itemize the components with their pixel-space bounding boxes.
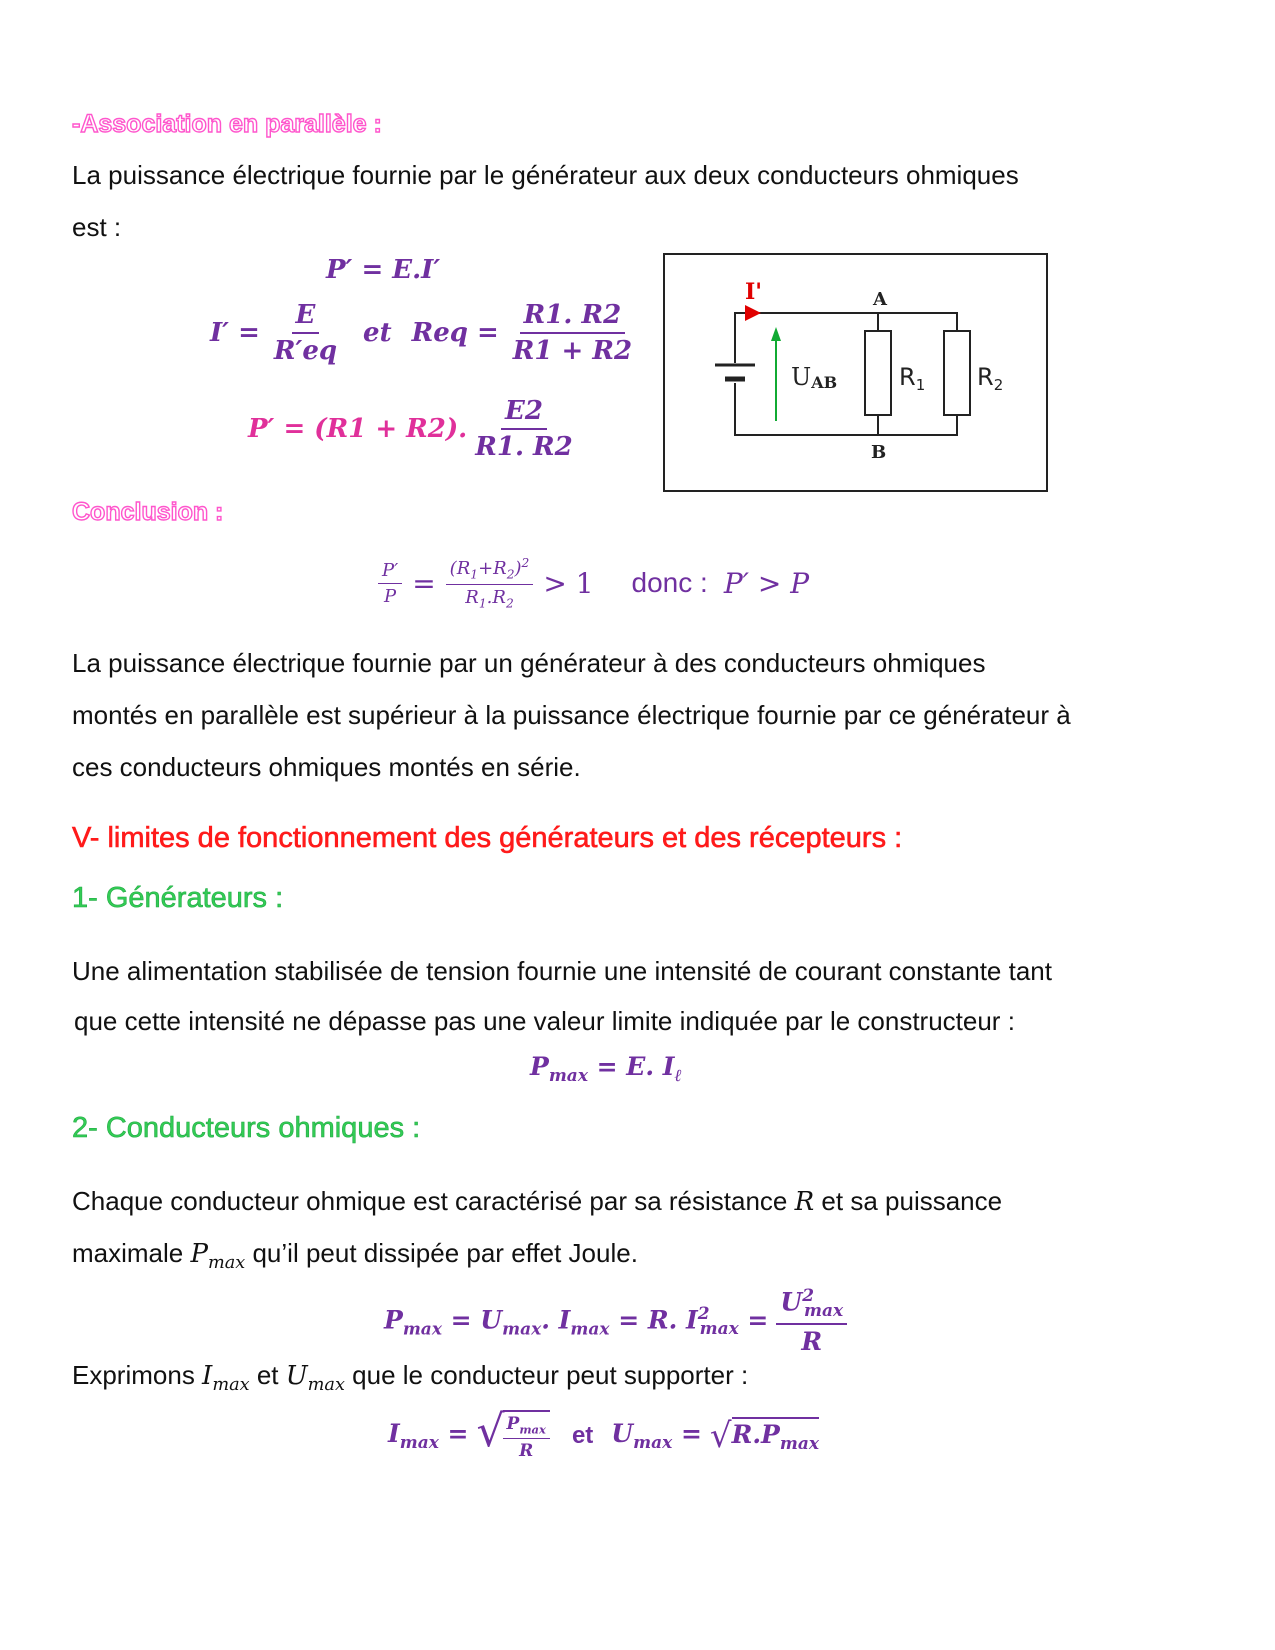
generators-heading: 1- Générateurs : (72, 882, 284, 914)
p-prime2-den: R1. R2 (475, 432, 573, 462)
ratio-den: P (384, 585, 397, 607)
express-a: Exprimons (72, 1360, 203, 1390)
p-prime2-num: E2 (501, 396, 547, 430)
ohmic-main-formula (384, 1286, 847, 1356)
conclusion-formula (378, 556, 809, 610)
express-umax: $U_{max}$ (285, 1361, 345, 1396)
umax-radicand: $R.P_{max}$ (732, 1417, 819, 1454)
ohmic-frac-num: $U^2_{max}$ (776, 1286, 847, 1325)
formula-p-prime-2 (248, 396, 577, 462)
parallel-paragraph-line1: La puissance électrique fournie par le générateur aux deux conducteurs ohmiques (72, 160, 1019, 190)
generators-formula: $P_{max} = E$. $I_\ell$ (530, 1052, 682, 1086)
imax-lhs: $I_{max}$ = (388, 1418, 469, 1453)
express-imax: $I_{max}$ (202, 1361, 250, 1396)
r1-label: $R_1$ (899, 363, 926, 394)
umax-sqrt (710, 1417, 819, 1454)
expr-den: $R_1.R_2$ (465, 586, 514, 611)
ohmic-main-lhs: $P_{max} = U_{max}$. $I_{max} = R$. $I^2_{max}$ = (384, 1303, 769, 1339)
r2-label: $R_2$ (977, 363, 1004, 394)
circuit-diagram (663, 253, 1049, 493)
i-prime-den: R′eq (273, 336, 338, 366)
sqrt-icon: √ (476, 1406, 505, 1457)
donc-word: donc : (631, 567, 708, 599)
formula-i-prime-req (210, 300, 636, 366)
umax-lhs: $U_{max}$ = (611, 1418, 702, 1453)
ohmic-main-fraction (776, 1286, 847, 1356)
conclusion-paragraph-line1: La puissance électrique fournie par un générateur à des conducteurs ohmiques (72, 648, 986, 678)
ohmic-line2-a: maximale (72, 1238, 191, 1268)
equals-sign: = (412, 566, 436, 600)
generators-paragraph-line2: que cette intensité ne dépasse pas une valeur limite indiquée par le constructeur : (74, 1006, 1015, 1036)
imax-fraction (503, 1410, 550, 1461)
ohmic-line2-b: qu’il peut dissipée par effet Joule. (245, 1238, 638, 1268)
ohmic-frac-den: R (801, 1327, 823, 1357)
resistor-r1 (865, 331, 891, 415)
gt-one: > 1 (543, 566, 594, 600)
node-b-label: B (871, 442, 887, 463)
conclusion-paragraph-line3: ces conducteurs ohmiques montés en série. (72, 752, 581, 782)
sqrt-icon-2: √ (709, 1415, 732, 1456)
req-fraction (509, 300, 636, 366)
ohmic-line2-pmax: $P_{max}$ (190, 1239, 246, 1274)
ratio-fraction (378, 560, 402, 607)
expr-fraction (446, 556, 534, 610)
imax-den: R (519, 1441, 534, 1462)
req-den: R1 + R2 (512, 336, 633, 366)
conclusion-paragraph-line2: montés en parallèle est supérieur à la puissance électrique fournie par ce générateur à (72, 700, 1071, 730)
ohmic-heading: 2- Conducteurs ohmiques : (72, 1112, 421, 1144)
generators-paragraph-line1: Une alimentation stabilisée de tension fournie une intensité de courant constante tant (72, 956, 1052, 986)
section5-heading: V- limites de fonctionnement des générateurs et des récepteurs : (72, 822, 903, 854)
req-num: R1. R2 (520, 300, 626, 334)
voltage-label: UAB (791, 363, 838, 392)
p-prime2-lhs: P′ = (R1 + R2). (248, 414, 468, 444)
imax-num: $P_{max}$ (503, 1414, 550, 1439)
p-prime2-fraction (471, 396, 577, 462)
et-word: et (363, 318, 392, 348)
imax-sqrt (476, 1406, 550, 1462)
req-lhs: Req = (411, 318, 499, 348)
ohmic-line1 (72, 1186, 1002, 1218)
ohmic-line1-a: Chaque conducteur ohmique est caractérisé par sa résistance (72, 1186, 795, 1216)
ohmic-line1-r: R (794, 1187, 815, 1217)
express-line (72, 1360, 748, 1396)
expr-num: $(R_1+R_2)^2$ (446, 556, 534, 585)
i-prime-lhs: I′ = (210, 318, 260, 348)
express-et: et (249, 1360, 286, 1390)
parallel-heading: -Association en parallèle : (72, 110, 382, 138)
conclusion-heading: Conclusion : (72, 498, 224, 526)
express-b: que le conducteur peut supporter : (344, 1360, 749, 1390)
node-a-label: A (873, 289, 887, 310)
i-prime-fraction (270, 300, 341, 366)
current-label: I' (745, 279, 763, 305)
ohmic-line1-b: et sa puissance (814, 1186, 1003, 1216)
parallel-paragraph-line2: est : (72, 212, 122, 242)
resistor-r2 (944, 331, 970, 415)
conclusion-result: P′ > P (723, 566, 810, 600)
ratio-num: P′ (378, 560, 402, 584)
final-et: et (571, 1421, 594, 1449)
i-prime-num: E (292, 300, 320, 334)
formula-p-prime: P′ = E.I′ (326, 255, 441, 285)
final-formula (388, 1406, 819, 1462)
ohmic-line2 (72, 1238, 638, 1274)
